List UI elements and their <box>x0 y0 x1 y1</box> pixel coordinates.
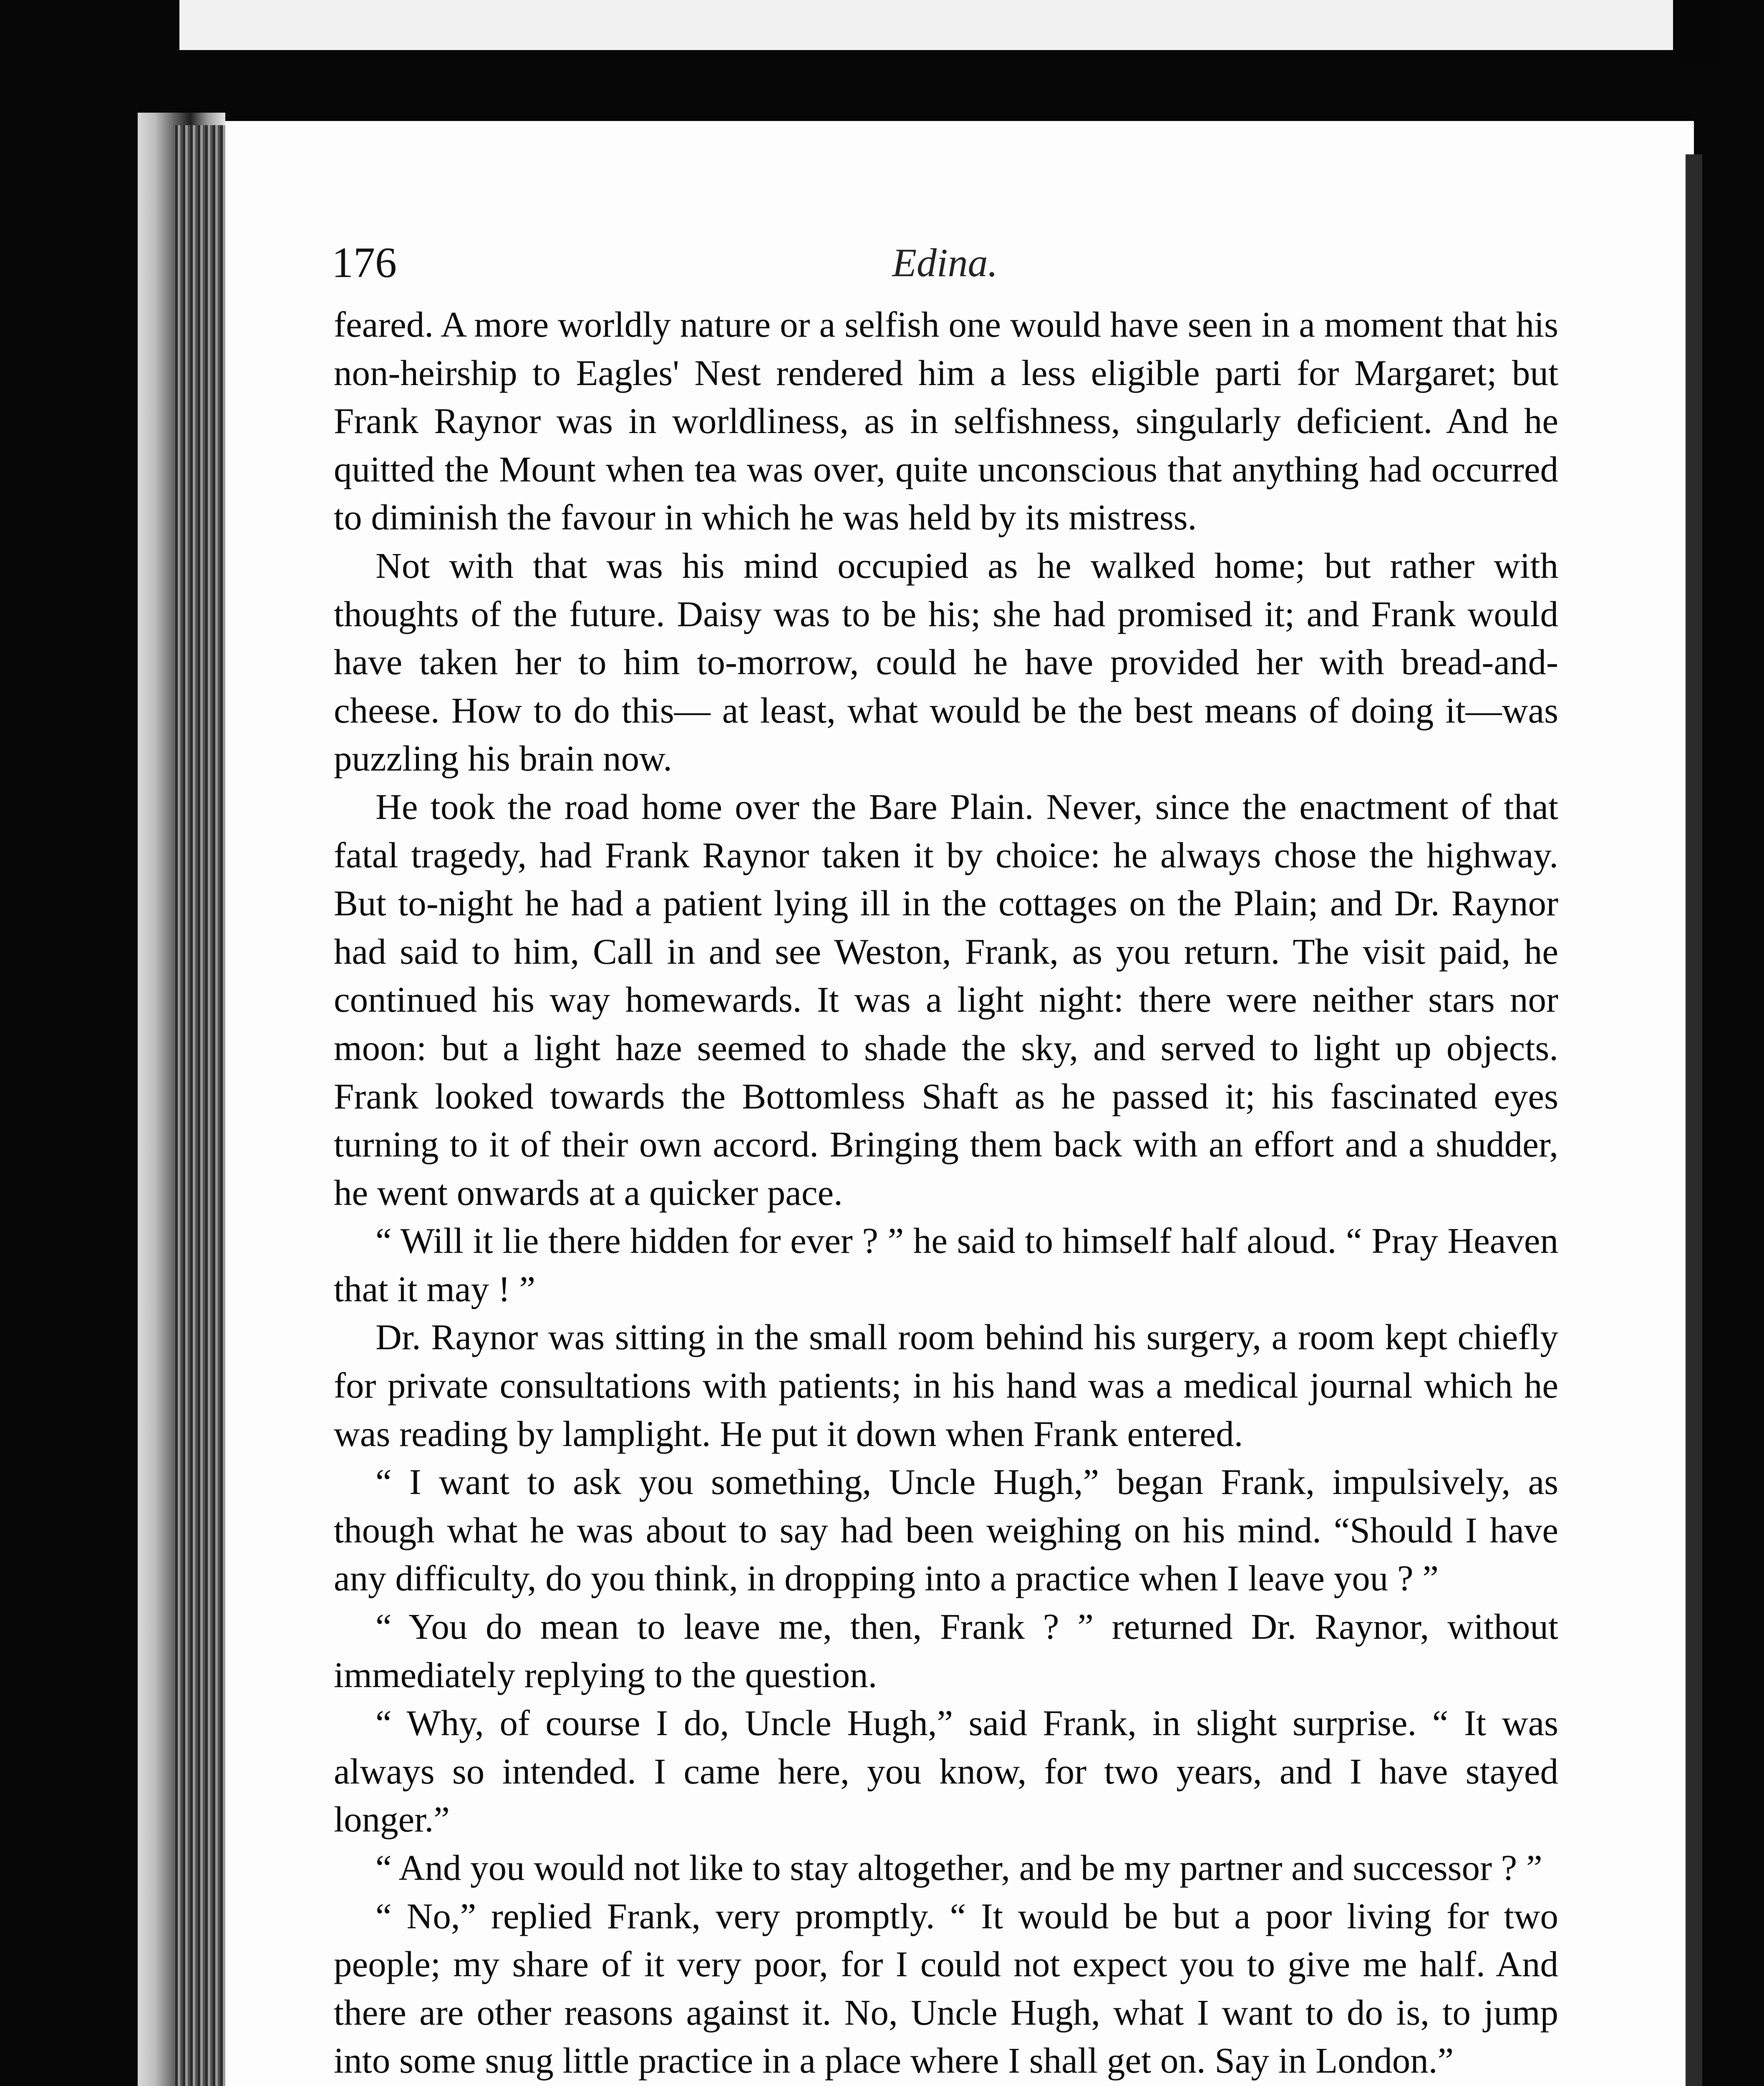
paragraph: “ You do mean to leave me, then, Frank ? ” returned Dr. Raynor, without immediately replying to the question. <box>334 1606 1558 1695</box>
paragraph: “ No,” replied Frank, very promptly. “ It would be but a poor living for two people; my share of it very poor, for I could not expect you to give me half. And there are other reasons against it. No, Uncle Hugh, what I want to do is, to jump into some snug little practice in a place where I shall get on. Say in London.” <box>334 1895 1558 2081</box>
previous-page-edge <box>179 0 1702 50</box>
paragraph: He took the road home over the Bare Plain. Never, since the enactment of that fatal tragedy, had Frank Raynor taken it by choice: he always chose the highway. But to-night he had a patient lying ill in the cottages on the Plain; and Dr. Raynor had said to him, Call in and see Weston, Frank, as you return. The visit paid, he continued his way homewards. It was a light night: there were neither stars nor moon: but a light haze seemed to shade the sky, and served to light up objects. Frank looked towards the Bottomless Shaft as he passed it; his fascinated eyes turning to it of their own accord. Bringing them back with an effort and a shudder, he went onwards at a quicker pace. <box>334 786 1558 1213</box>
body-text <box>334 300 1558 2085</box>
paragraph: Dr. Raynor was sitting in the small room behind his surgery, a room kept chiefly for private consultations with patients; in his hand was a medical journal which he was reading by lamplight. He put it down when Frank entered. <box>334 1317 1558 1454</box>
paragraph: Not with that was his mind occupied as he walked home; but rather with thoughts of the future. Daisy was to be his; she had promised it; and Frank would have taken her to him to-morrow, could he have provided her with bread-and-cheese. How to do this— at least, what would be the best means of doing it—was puzzling his brain now. <box>334 545 1558 779</box>
book-binding-stitching <box>175 125 225 2086</box>
page-number: 176 <box>332 239 397 287</box>
paragraph: “ I want to ask you something, Uncle Hugh,” began Frank, impulsively, as though what he was about to say had been weighing on his mind. “Should I have any difficulty, do you think, in dropping into a practice when I leave you ? ” <box>334 1461 1558 1599</box>
paragraph: “ Why, of course I do, Uncle Hugh,” said Frank, in slight surprise. “ It was always so intended. I came here, you know, for two years, and I have stayed longer.” <box>334 1703 1558 1840</box>
running-title: Edina. <box>892 240 998 285</box>
previous-page-shadow <box>1673 0 1723 63</box>
page-edge-shadow <box>1686 154 1702 2086</box>
page-header <box>332 232 1558 302</box>
paragraph: feared. A more worldly nature or a selfish one would have seen in a moment that his non-heirship to Eagles' Nest rendered him a less eligible parti for Margaret; but Frank Raynor was in worldliness, as in selfishness, singularly deficient. And he quitted the Mount when tea was over, quite unconscious that anything had occurred to diminish the favour in which he was held by its mistress. <box>334 304 1558 538</box>
paragraph: “ And you would not like to stay altogether, and be my partner and successor ? ” <box>375 1847 1542 1888</box>
paragraph: “ Will it lie there hidden for ever ? ” he said to himself half aloud. “ Pray Heaven that it may ! ” <box>334 1220 1558 1309</box>
